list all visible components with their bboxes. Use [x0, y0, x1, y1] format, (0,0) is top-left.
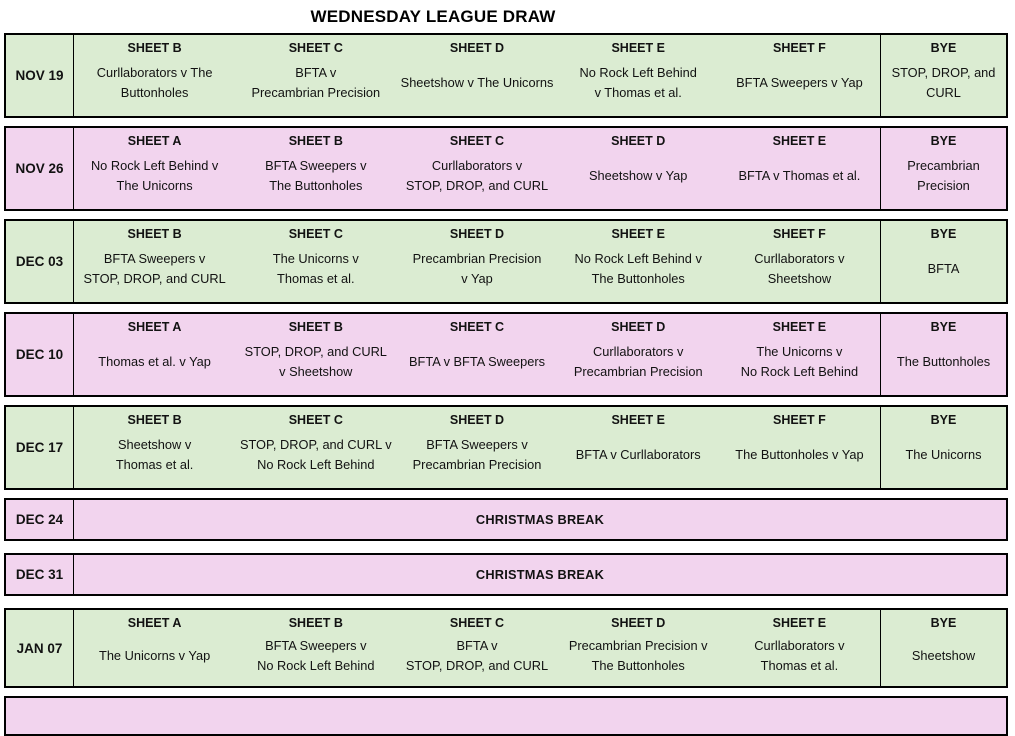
text-line: Thomas et al.: [760, 657, 839, 673]
text-line: v Sheetshow: [279, 364, 353, 379]
bye-header: BYE: [930, 320, 957, 334]
sheet-header: SHEET F: [773, 227, 826, 241]
sheet-cell: [396, 128, 557, 209]
week-date: DEC 10: [6, 314, 74, 395]
match-text: [235, 241, 396, 302]
text-line: The Unicorns v: [756, 344, 843, 359]
bye-cell: [880, 35, 1006, 116]
sheet-cell: [235, 221, 396, 302]
sheet-header: SHEET B: [127, 41, 182, 55]
sheet-slots: [74, 610, 880, 686]
sheet-header: SHEET D: [611, 320, 666, 334]
sheet-header: SHEET D: [449, 227, 505, 241]
match-text: [396, 427, 557, 488]
week-date: JAN 07: [6, 610, 74, 686]
text-line: Buttonholes: [120, 85, 189, 100]
sheet-cell: [396, 407, 557, 488]
bye-team: [881, 630, 1006, 686]
bye-cell: [880, 407, 1006, 488]
text-line: The Unicorns v Yap: [99, 647, 211, 663]
sheet-cell: [74, 610, 235, 686]
sheet-cell: [719, 221, 880, 302]
text-line: BFTA v: [456, 637, 498, 653]
bye-cell: [880, 128, 1006, 209]
bye-header: BYE: [930, 134, 957, 148]
text-line: BFTA Sweepers v: [265, 637, 367, 653]
text-line: The Unicorns v: [272, 251, 359, 266]
text-line: BFTA v: [295, 65, 337, 80]
week-row: [4, 33, 1008, 118]
match-text: [396, 334, 557, 395]
text-line: The Buttonholes v Yap: [735, 447, 864, 462]
text-line: v Thomas et al.: [594, 85, 682, 100]
sheet-header: SHEET A: [127, 320, 182, 334]
bye-header: BYE: [930, 41, 957, 55]
text-line: No Rock Left Behind: [740, 364, 859, 379]
match-text: [396, 55, 557, 116]
sheet-slots: [74, 35, 880, 116]
text-line: CURL: [926, 85, 961, 100]
sheet-cell: [74, 128, 235, 209]
match-text: [74, 241, 235, 302]
match-text: [74, 55, 235, 116]
sheet-slots: [74, 407, 880, 488]
text-line: Curllaborators v The: [96, 65, 213, 80]
bye-cell: [880, 314, 1006, 395]
text-line: The Buttonholes: [591, 657, 685, 673]
sheet-header: SHEET E: [611, 41, 665, 55]
text-line: Precambrian Precision: [412, 251, 542, 266]
bye-team: [881, 334, 1006, 395]
week-row: [4, 553, 1008, 596]
text-line: No Rock Left Behind: [257, 657, 375, 673]
sheet-header: SHEET E: [772, 320, 827, 334]
match-text: [74, 427, 235, 488]
sheet-header: SHEET B: [127, 227, 182, 241]
bye-team: [881, 241, 1006, 302]
bye-team: [881, 427, 1006, 488]
sheet-header: SHEET A: [127, 134, 182, 148]
text-line: Thomas et al.: [115, 457, 194, 472]
sheet-header: SHEET C: [449, 616, 505, 630]
text-line: Thomas et al.: [277, 271, 355, 286]
text-line: Sheetshow: [911, 647, 976, 663]
sheet-header: SHEET D: [449, 41, 505, 55]
match-text: [558, 334, 719, 395]
text-line: No Rock Left Behind: [579, 65, 697, 80]
sheet-cell: [558, 610, 719, 686]
match-text: [558, 427, 719, 488]
bye-header: BYE: [930, 227, 957, 241]
match-text: [719, 334, 880, 395]
sheet-header: SHEET F: [773, 41, 826, 55]
sheet-cell: [235, 314, 396, 395]
text-line: Sheetshow v The Unicorns: [400, 75, 554, 90]
week-date: DEC 31: [6, 555, 74, 594]
text-line: BFTA Sweepers v: [426, 437, 528, 452]
partial-next-row: [4, 696, 1008, 736]
sheet-header: SHEET C: [288, 41, 343, 55]
bye-team: [881, 148, 1006, 209]
match-text: [74, 148, 235, 209]
week-row: [4, 219, 1008, 304]
match-text: [558, 241, 719, 302]
text-line: STOP, DROP, and CURL: [83, 271, 226, 286]
text-line: No Rock Left Behind: [257, 457, 375, 472]
sheet-cell: [719, 35, 880, 116]
break-label: CHRISTMAS BREAK: [475, 567, 605, 582]
match-text: [235, 148, 396, 209]
sheet-cell: [558, 35, 719, 116]
sheet-slots: [74, 314, 880, 395]
sheet-cell: [558, 221, 719, 302]
sheet-header: SHEET C: [449, 320, 505, 334]
text-line: BFTA Sweepers v: [265, 158, 367, 173]
text-line: Precision: [917, 178, 970, 193]
sheet-header: SHEET C: [288, 227, 343, 241]
text-line: BFTA v Curllaborators: [575, 447, 701, 462]
break-label: CHRISTMAS BREAK: [475, 512, 605, 527]
match-text: [396, 630, 557, 686]
text-line: Sheetshow: [767, 271, 832, 286]
week-row: [4, 405, 1008, 490]
text-line: STOP, DROP, and CURL: [405, 657, 549, 673]
sheet-cell: [74, 221, 235, 302]
text-line: Thomas et al. v Yap: [98, 354, 211, 369]
sheet-cell: [74, 35, 235, 116]
match-text: [719, 55, 880, 116]
sheet-header: SHEET E: [772, 616, 827, 630]
match-text: [235, 334, 396, 395]
sheet-header: SHEET B: [127, 413, 182, 427]
schedule: [4, 33, 1008, 736]
week-row: [4, 312, 1008, 397]
sheet-cell: [74, 407, 235, 488]
match-text: [235, 55, 396, 116]
sheet-cell: [719, 407, 880, 488]
match-text: [396, 148, 557, 209]
bye-header: BYE: [930, 616, 957, 630]
text-line: STOP, DROP, and CURL v: [239, 437, 392, 452]
sheet-slots: [74, 128, 880, 209]
sheet-header: SHEET D: [611, 134, 666, 148]
sheet-cell: [396, 610, 557, 686]
text-line: Curllaborators v: [754, 637, 845, 653]
match-text: [719, 148, 880, 209]
match-text: [235, 427, 396, 488]
week-row: [4, 498, 1008, 541]
sheet-header: SHEET E: [772, 134, 827, 148]
week-row: [4, 608, 1008, 688]
text-line: v Yap: [461, 271, 493, 286]
text-line: STOP, DROP, and CURL: [244, 344, 387, 359]
text-line: BFTA: [927, 261, 960, 276]
sheet-header: SHEET B: [288, 320, 343, 334]
match-text: [558, 148, 719, 209]
sheet-cell: [396, 221, 557, 302]
sheet-cell: [74, 314, 235, 395]
bye-header: BYE: [930, 413, 957, 427]
week-date: DEC 17: [6, 407, 74, 488]
sheet-cell: [558, 314, 719, 395]
match-text: [719, 630, 880, 686]
text-line: STOP, DROP, and: [891, 65, 996, 80]
sheet-header: SHEET D: [611, 616, 666, 630]
text-line: Sheetshow v: [117, 437, 192, 452]
text-line: BFTA Sweepers v: [103, 251, 206, 266]
text-line: Precambrian Precision: [251, 85, 381, 100]
text-line: No Rock Left Behind v: [90, 158, 219, 173]
text-line: Precambrian Precision v: [568, 637, 708, 653]
bye-cell: [880, 610, 1006, 686]
sheet-header: SHEET D: [449, 413, 505, 427]
week-row: [4, 126, 1008, 211]
match-text: [719, 427, 880, 488]
sheet-cell: [235, 407, 396, 488]
text-line: BFTA v BFTA Sweepers: [408, 354, 546, 369]
text-line: Curllaborators v: [754, 251, 845, 266]
text-line: The Buttonholes: [269, 178, 363, 193]
sheet-cell: [396, 314, 557, 395]
sheet-cell: [719, 610, 880, 686]
page-title: WEDNESDAY LEAGUE DRAW: [310, 7, 556, 26]
text-line: The Buttonholes: [896, 354, 991, 369]
text-line: Sheetshow v Yap: [589, 168, 688, 183]
text-line: Precambrian Precision: [573, 364, 703, 379]
week-date: NOV 26: [6, 128, 74, 209]
match-text: [74, 334, 235, 395]
sheet-header: SHEET C: [288, 413, 343, 427]
sheet-header: SHEET E: [611, 413, 665, 427]
sheet-header: SHEET C: [449, 134, 505, 148]
sheet-slots: [74, 221, 880, 302]
text-line: No Rock Left Behind v: [574, 251, 702, 266]
sheet-cell: [558, 407, 719, 488]
sheet-cell: [235, 128, 396, 209]
sheet-header: SHEET B: [288, 134, 343, 148]
sheet-cell: [719, 314, 880, 395]
text-line: The Buttonholes: [591, 271, 685, 286]
bye-team: [881, 55, 1006, 116]
sheet-cell: [235, 610, 396, 686]
sheet-cell: [719, 128, 880, 209]
sheet-cell: [396, 35, 557, 116]
sheet-cell: [235, 35, 396, 116]
match-text: [558, 55, 719, 116]
text-line: Curllaborators v: [431, 158, 523, 173]
week-date: DEC 03: [6, 221, 74, 302]
text-line: STOP, DROP, and CURL: [405, 178, 549, 193]
text-line: The Unicorns: [116, 178, 193, 193]
week-date: NOV 19: [6, 35, 74, 116]
text-line: Curllaborators v: [593, 344, 684, 359]
text-line: BFTA v Thomas et al.: [738, 168, 861, 183]
match-text: [719, 241, 880, 302]
match-text: [74, 630, 235, 686]
bye-cell: [880, 221, 1006, 302]
sheet-header: SHEET B: [288, 616, 343, 630]
sheet-header: SHEET F: [773, 413, 826, 427]
sheet-header: SHEET A: [127, 616, 182, 630]
sheet-header: SHEET E: [611, 227, 665, 241]
week-date: DEC 24: [6, 500, 74, 539]
text-line: The Unicorns: [905, 447, 982, 462]
text-line: Precambrian: [907, 158, 980, 173]
text-line: BFTA Sweepers v Yap: [736, 75, 863, 90]
match-text: [558, 630, 719, 686]
match-text: [396, 241, 557, 302]
sheet-cell: [558, 128, 719, 209]
text-line: Precambrian Precision: [412, 457, 542, 472]
match-text: [235, 630, 396, 686]
